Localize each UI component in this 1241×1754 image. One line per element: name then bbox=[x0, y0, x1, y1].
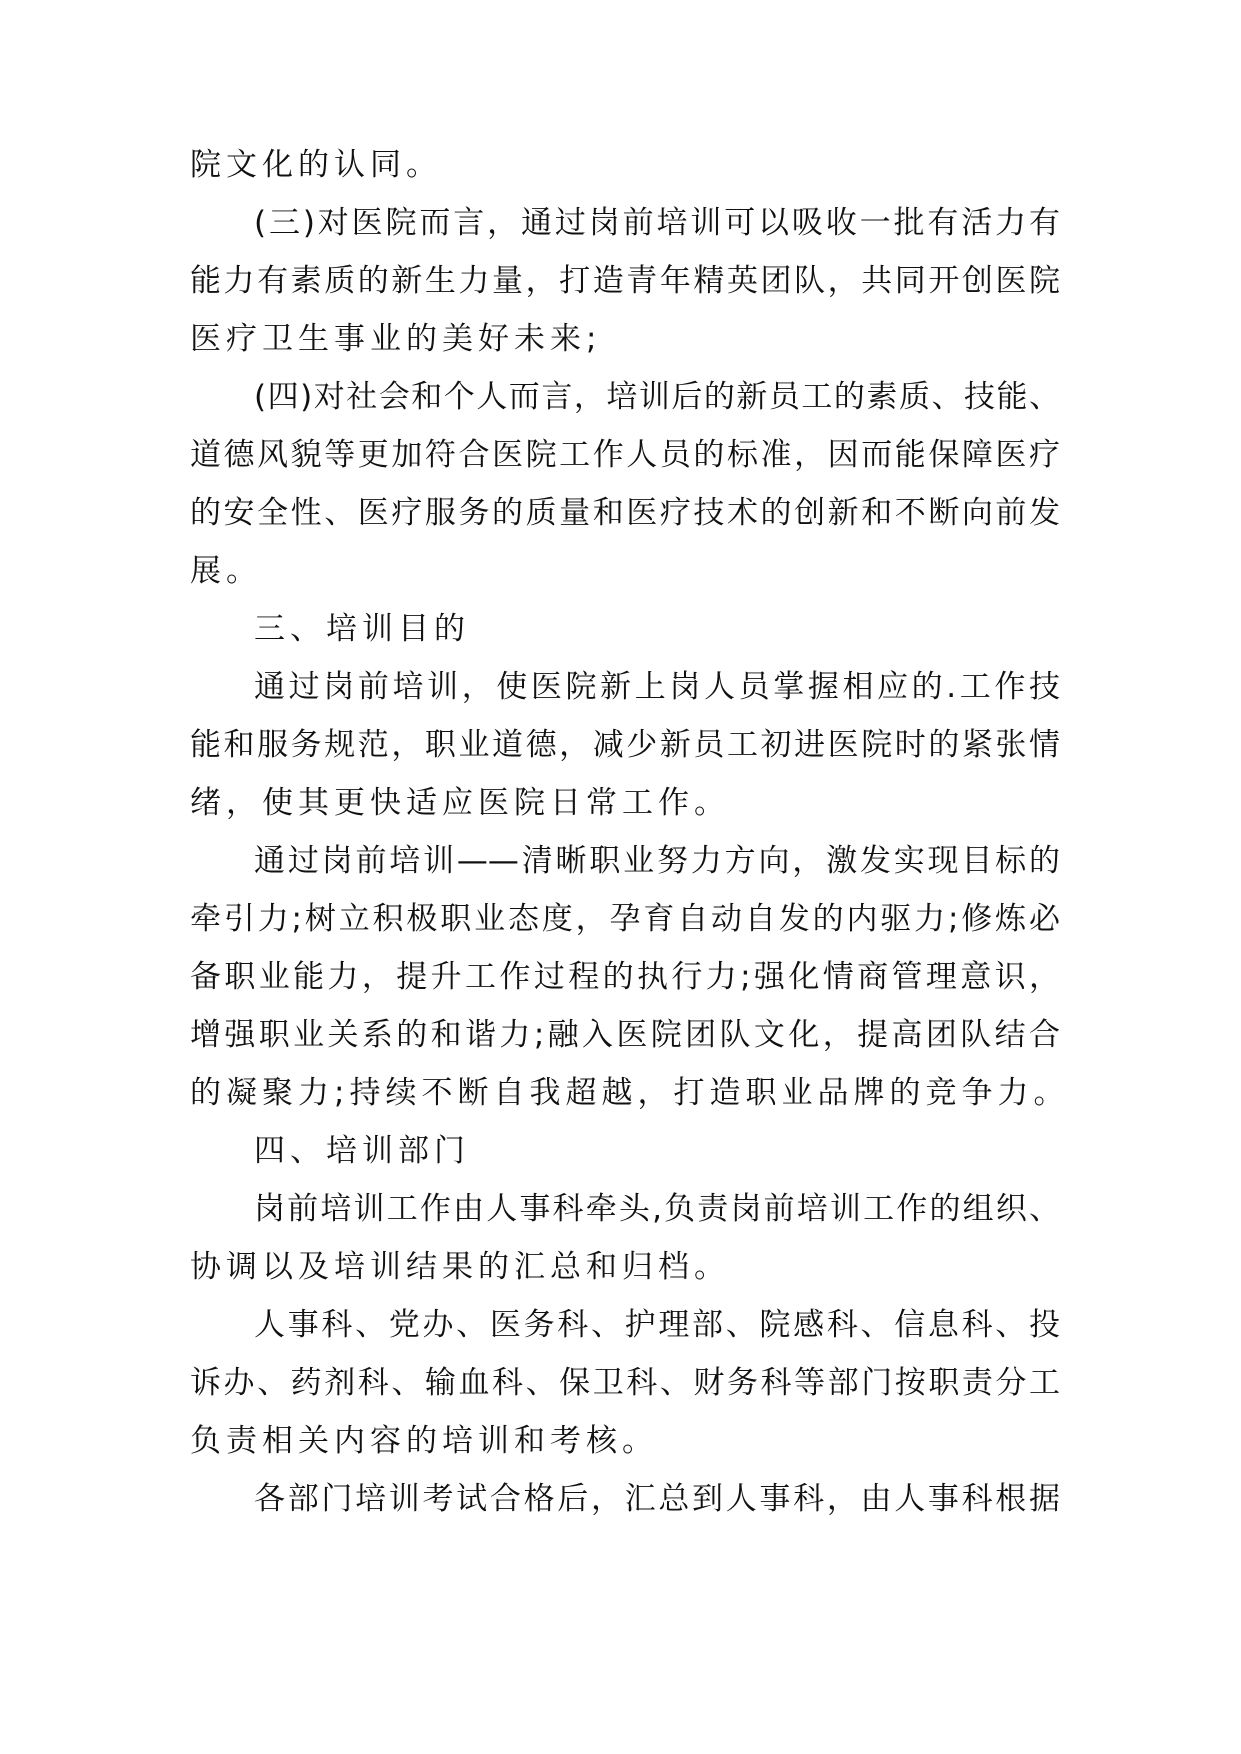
paragraph-line: 医疗卫生事业的美好未来; bbox=[190, 321, 602, 357]
paragraph-line: 道德风貌等更加符合医院工作人员的标准，因而能保障医疗 bbox=[190, 437, 1060, 473]
paragraph-line: 备职业能力，提升工作过程的执行力;强化情商管理意识， bbox=[190, 959, 1060, 995]
paragraph-line: 各部门培训考试合格后，汇总到人事科，由人事科根据 bbox=[254, 1481, 1060, 1517]
paragraph-line: 绪，使其更快适应医院日常工作。 bbox=[190, 785, 730, 821]
paragraph-line: (三)对医院而言，通过岗前培训可以吸收一批有活力有 bbox=[254, 205, 1060, 241]
paragraph-line: 能力有素质的新生力量，打造青年精英团队，共同开创医院 bbox=[190, 263, 1060, 299]
paragraph-line: 牵引力;树立积极职业态度，孕育自动自发的内驱力;修炼必 bbox=[190, 901, 1060, 937]
paragraph-line: 展。 bbox=[190, 553, 262, 589]
section-heading: 四、培训部门 bbox=[254, 1133, 470, 1169]
section-heading: 三、培训目的 bbox=[254, 611, 470, 647]
paragraph-line: 岗前培训工作由人事科牵头,负责岗前培训工作的组织、 bbox=[254, 1191, 1060, 1227]
paragraph-line: 负责相关内容的培训和考核。 bbox=[190, 1423, 658, 1459]
paragraph-line: 的安全性、医疗服务的质量和医疗技术的创新和不断向前发 bbox=[190, 495, 1060, 531]
paragraph-line: 能和服务规范，职业道德，减少新员工初进医院时的紧张情 bbox=[190, 727, 1060, 763]
paragraph-line: 诉办、药剂科、输血科、保卫科、财务科等部门按职责分工 bbox=[190, 1365, 1060, 1401]
paragraph-line: (四)对社会和个人而言，培训后的新员工的素质、技能、 bbox=[254, 379, 1060, 415]
paragraph-line: 通过岗前培训，使医院新上岗人员掌握相应的.工作技 bbox=[254, 669, 1060, 705]
paragraph-line: 人事科、党办、医务科、护理部、院感科、信息科、投 bbox=[254, 1307, 1060, 1343]
paragraph-line: 的凝聚力;持续不断自我超越，打造职业品牌的竞争力。 bbox=[190, 1075, 1070, 1111]
paragraph-line: 增强职业关系的和谐力;融入医院团队文化，提高团队结合 bbox=[190, 1017, 1060, 1053]
paragraph-continuation-line: 院文化的认同。 bbox=[190, 147, 442, 183]
paragraph-line: 通过岗前培训——清晰职业努力方向，激发实现目标的 bbox=[254, 843, 1060, 879]
paragraph-line: 协调以及培训结果的汇总和归档。 bbox=[190, 1249, 730, 1285]
